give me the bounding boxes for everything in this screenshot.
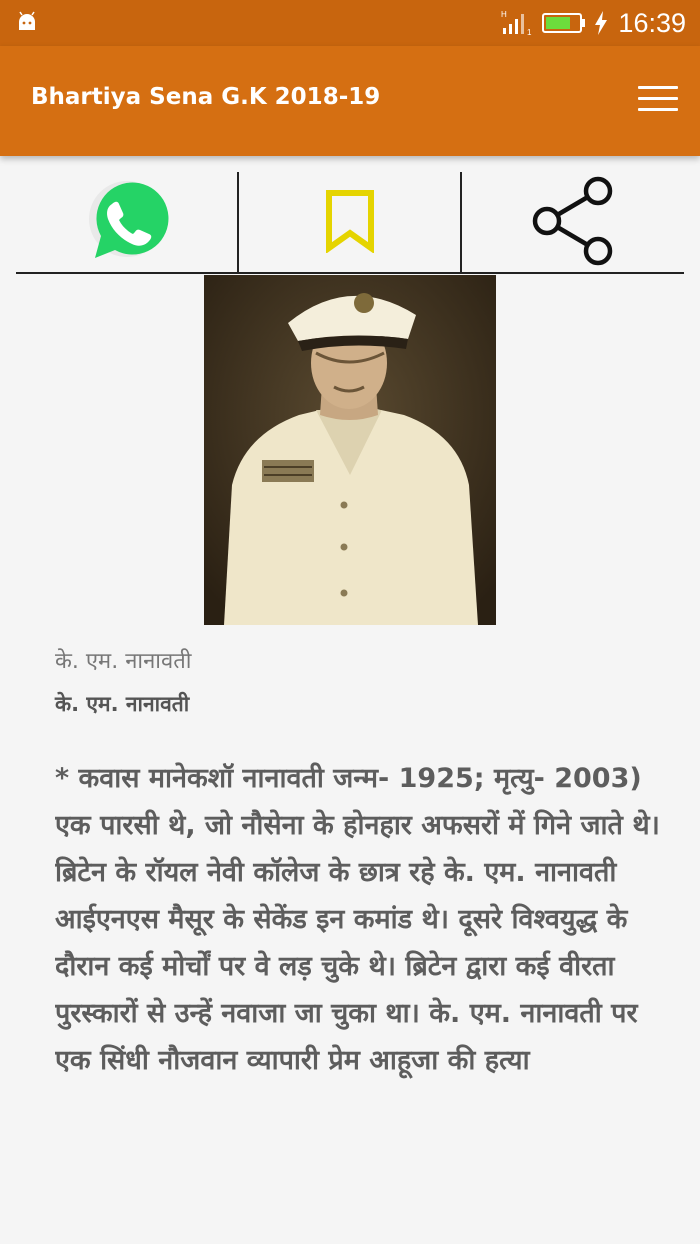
whatsapp-share-button[interactable] [16,170,238,272]
share-icon [530,176,616,266]
app-bar [0,46,700,156]
bookmark-button[interactable] [239,170,461,272]
signal-icon [500,8,534,38]
naval-officer-photo [204,275,496,625]
share-button[interactable] [462,170,684,272]
status-time: 16:39 [618,7,686,38]
image-caption: के. एम. नानावती [55,649,192,674]
article-body [55,755,667,1225]
status-bar [0,0,700,46]
action-row [16,170,684,274]
android-icon [16,11,38,33]
action-row-border [16,272,684,274]
whatsapp-icon [82,176,172,266]
article-heading: के. एम. नानावती [55,692,190,716]
app-title: Bhartiya Sena G.K 2018-19 [31,84,381,110]
bookmark-icon [324,189,376,253]
battery-icon [542,12,586,34]
charging-bolt-icon [594,11,608,35]
article-photo [204,275,496,625]
svg-text:1: 1 [527,28,532,37]
svg-text:H: H [501,10,508,19]
article-text: * कवास मानेकशॉ नानावती जन्म- 1925; मृत्यु- 2003) एक पारसी थे, जो नौसेना के होनहार अफसरों में गिने जाते थे। ब्रिटेन के रॉयल नेवी कॉलेज के छात्र रहे के. एम. नानावती आईएनएस मैसूर के सेकेंड इन कमांड थे। दूसरे विश्वयुद्ध के दौरान कई मोर्चों पर वे लड़ चुके थे। ब्रिटेन द्वारा कई वीरता पुरस्कारों से उन्हें नवाजा जा चुका था। के. एम. नानावती पर एक सिंधी नौजवान व्यापारी प्रेम आहूजा की हत्या [55,763,660,1076]
hamburger-menu-icon[interactable] [638,86,678,114]
